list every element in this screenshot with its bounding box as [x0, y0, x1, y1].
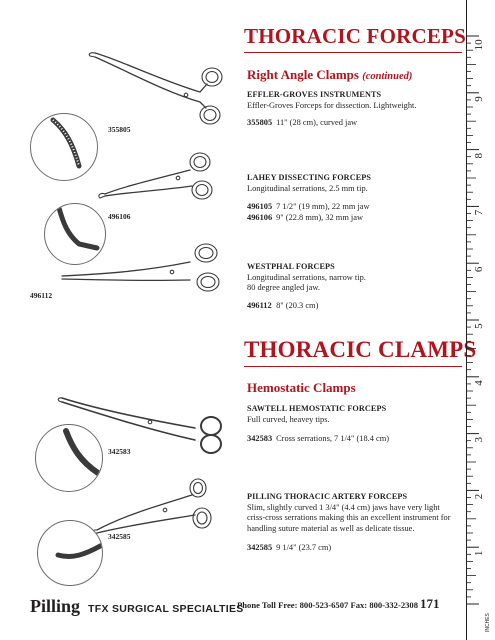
ruler-number: 7 — [473, 209, 485, 216]
subhead-label: Right Angle Clamps — [247, 67, 359, 82]
pilling-thoracic-artery-forceps-illustration — [93, 479, 211, 533]
curved-jaw-closeup — [31, 114, 98, 181]
ruler-number: 2 — [473, 493, 485, 500]
catalog-number: 342583 — [247, 434, 273, 443]
ruler-number: 6 — [473, 266, 485, 273]
inch-ruler — [466, 0, 495, 640]
ruler-number: 3 — [473, 437, 485, 443]
catalog-number: 496105 — [247, 202, 273, 211]
product-description: Slim, slightly curved 1 3/4" (4.4 cm) jaws have very light — [247, 502, 440, 512]
jaw-closeup-circle — [44, 203, 106, 265]
jaw-closeup-circle — [35, 424, 103, 492]
pilling-logo: Pilling — [30, 596, 81, 616]
catalog-spec: 9 1/4" (23.7 cm) — [276, 543, 332, 552]
right-angle-jaw-closeup — [45, 204, 106, 265]
catalog-number: 355805 — [247, 118, 273, 127]
ruler-unit-label: INCHES — [485, 613, 491, 632]
catalog-spec: 9" (22.8 mm), 32 mm jaw — [276, 212, 364, 222]
catalog-number: 342585 — [247, 543, 273, 552]
ruler-number: 8 — [473, 153, 485, 159]
slim-curved-jaw-closeup — [38, 521, 103, 586]
jaw-closeup-circle — [37, 520, 103, 586]
ruler-number: 4 — [473, 380, 485, 386]
footer-brand — [30, 596, 244, 617]
product-description: criss-cross serrations making this an excellent instrument for — [247, 513, 451, 522]
ruler-ticks — [467, 0, 495, 640]
division-name: TFX SURGICAL SPECIALTIES — [88, 603, 244, 615]
product-name: EFFLER-GROVES INSTRUMENTS — [247, 90, 382, 99]
thumb-label: 496106 — [108, 212, 131, 221]
product-description: Longitudinal serrations, narrow tip. — [247, 272, 366, 282]
thumb-label: 355805 — [108, 125, 131, 134]
ruler-number: 10 — [473, 39, 485, 51]
lahey-forceps-illustration — [99, 153, 212, 199]
product-description: handling suture material as well as delicate tissue. — [247, 523, 415, 533]
thumb-label: 342583 — [108, 447, 131, 456]
catalog-spec: Cross serrations, 7 1/4" (18.4 cm) — [276, 434, 390, 443]
section-title-thoracic-forceps: THORACIC FORCEPS — [244, 24, 466, 48]
catalog-spec: 11" (28 cm), curved jaw — [276, 118, 358, 127]
product-name: SAWTELL HEMOSTATIC FORCEPS — [247, 404, 387, 413]
subhead-note: (continued) — [362, 71, 413, 82]
catalog-spec: 7 1/2" (19 mm), 22 mm jaw — [276, 202, 370, 211]
product-description: Full curved, heavey tips. — [247, 414, 330, 424]
page-number: 171 — [420, 596, 440, 611]
product-name: WESTPHAL FORCEPS — [247, 262, 335, 271]
section-title-thoracic-clamps: THORACIC CLAMPS — [244, 337, 477, 362]
jaw-closeup-circle — [30, 113, 98, 181]
ruler-number: 9 — [473, 96, 485, 102]
thumb-label: 496112 — [30, 291, 53, 300]
ruler-number: 5 — [473, 323, 485, 329]
ruler-number: 1 — [473, 550, 485, 557]
product-name: LAHEY DISSECTING FORCEPS — [247, 173, 372, 182]
product-description: 80 degree angled jaw. — [247, 283, 320, 292]
catalog-number: 496112 — [247, 300, 272, 310]
product-description: Longitudinal serrations, 2.5 mm tip. — [247, 183, 368, 193]
curved-jaw-closeup — [36, 425, 103, 492]
effler-groves-forceps-illustration — [89, 53, 222, 124]
product-description: Effler-Groves Forceps for dissection. Lightweight. — [247, 100, 417, 110]
catalog-spec: 8" (20.3 cm) — [276, 300, 319, 310]
thumb-label: 342585 — [108, 532, 131, 541]
contact-phone-fax: Phone Toll Free: 800-523-6507 Fax: 800-332-2308 — [237, 600, 419, 610]
subhead-label: Hemostatic Clamps — [247, 380, 356, 395]
catalog-number: 496106 — [247, 212, 273, 222]
product-name: PILLING THORACIC ARTERY FORCEPS — [247, 492, 408, 501]
